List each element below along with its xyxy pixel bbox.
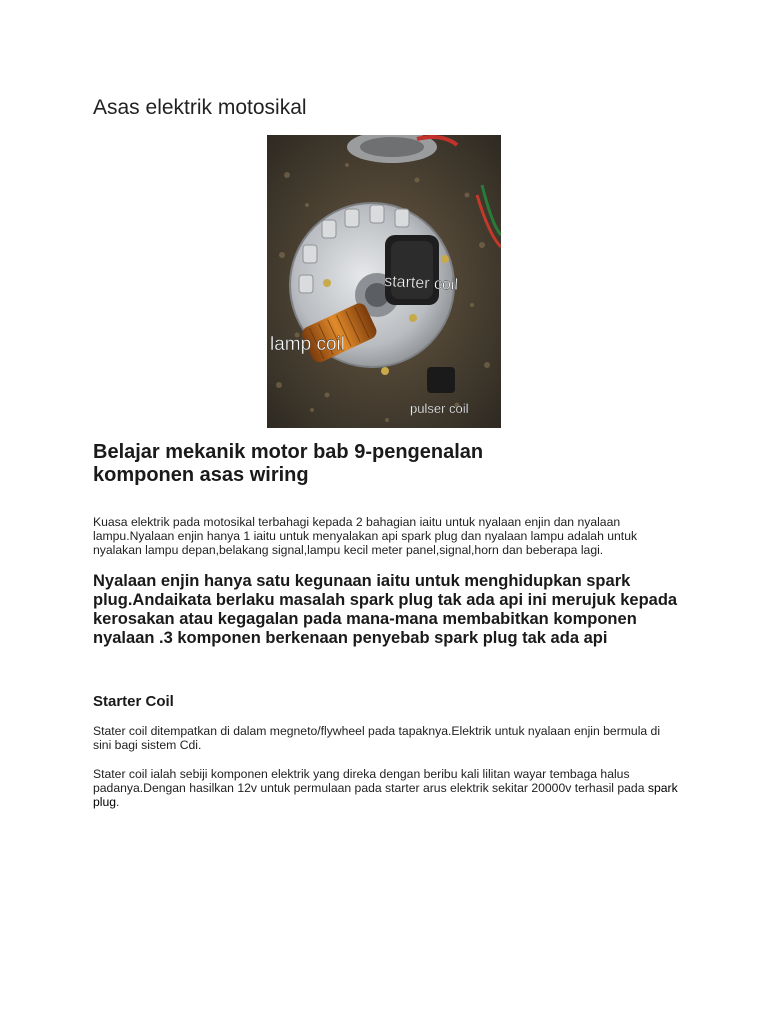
section-title-starter-coil: Starter Coil [93, 693, 174, 710]
paragraph-text: Stater coil ialah sebiji komponen elektrik yang direka dengan beribu kali lilitan wayar tembaga halus padanya.Dengan hasilkan 12v untuk permulaan pada starter arus elektrik sekitar 20000v terhasil pada [93, 767, 645, 795]
starter-coil-paragraph-2 [93, 767, 678, 809]
spark-plug-link[interactable]: spark plug [93, 781, 678, 809]
starter-coil-paragraph-1: Stater coil ditempatkan di dalam megneto/flywheel pada tapaknya.Elektrik untuk nyalaan enjin bermula di sini bagi sistem Cdi. [93, 724, 661, 752]
stator-photo [267, 135, 501, 428]
article-heading: Belajar mekanik motor bab 9-pengenalan komponen asas wiring [93, 441, 484, 486]
emphasis-paragraph: Nyalaan enjin hanya satu kegunaan iaitu untuk menghidupkan spark plug.Andaikata berlaku masalah spark plug tak ada api ini merujuk kepada kerosakan atau kegagalan pada mana-mana membabitkan komponen nyalaan .3 komponen berkenaan penyebab spark plug tak ada api [93, 572, 678, 647]
paragraph-end: . [116, 795, 120, 809]
document-title: Asas elektrik motosikal [93, 96, 307, 119]
label-lamp-coil: lamp coil [270, 334, 345, 355]
intro-paragraph: Kuasa elektrik pada motosikal terbahagi kepada 2 bahagian iaitu untuk nyalaan enjin dan nyalaan lampu.Nyalaan enjin hanya 1 iaitu untuk menyalakan api spark plug dan nyalaan lampu adalah untuk nyalakan lampu depan,belakang signal,lampu kecil meter panel,signal,horn dan beberapa lagi. [93, 515, 638, 557]
label-starter-coil: starter coil [383, 273, 459, 294]
label-pulser-coil: pulser coil [410, 401, 469, 416]
